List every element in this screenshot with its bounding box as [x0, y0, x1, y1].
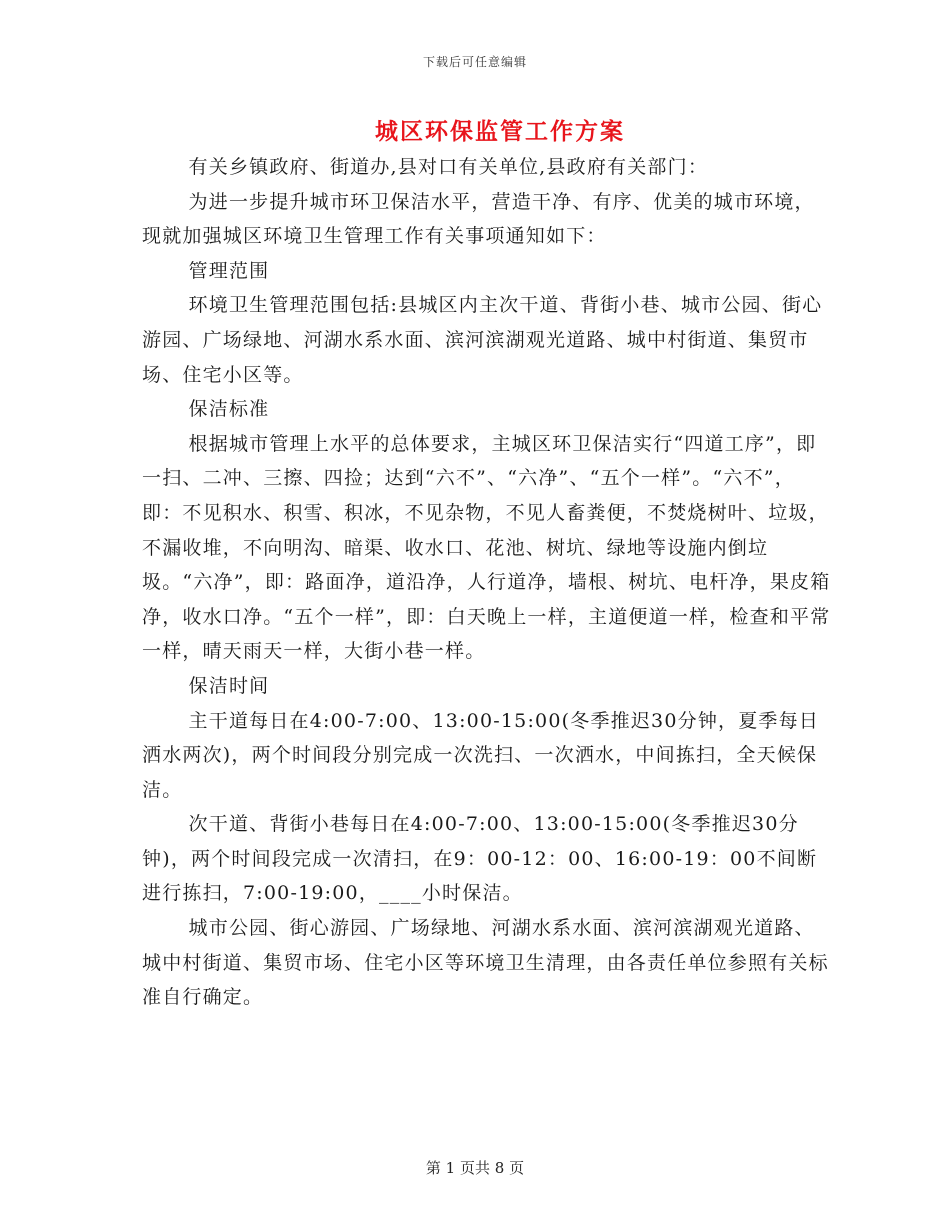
page-number: 第 1 页共 8 页: [425, 1159, 525, 1177]
main-road-time-paragraph: 主干道每日在4:00-7:00、13:00-15:00(冬季推迟30分钟，夏季每日洒水两次)，两个时间段分别完成一次洗扫、一次洒水，中间拣扫，全天候保洁。: [142, 709, 820, 801]
standard-paragraph: 根据城市管理上水平的总体要求，主城区环卫保洁实行“四道工序”，即一扫、二冲、三擦、四捡；达到“六不”、“六净”、“五个一样”。“六不”，即：不见积水、积雪、积冰，不见杂物，不见人畜粪便，不焚烧树叶、垃圾，不漏收堆，不向明沟、暗渠、收水口、花池、树坑、绿地等设施内倒垃圾。“六净”，即：路面净，道沿净，人行道净，墙根、树坑、电杆净，果皮箱净，收水口净。“五个一样”，即：白天晚上一样，主道便道一样，检查和平常一样，晴天雨天一样，大街小巷一样。: [142, 432, 831, 663]
secondary-road-time-paragraph: 次干道、背街小巷每日在4:00-7:00、13:00-15:00(冬季推迟30分钟)，两个时间段完成一次清扫，在9：00-12：00、16:00-19：00不间断进行拣扫，7:00-19:00，____小时保洁。: [142, 813, 818, 905]
page-header-note: 下载后可任意编辑: [422, 55, 527, 69]
document-title: 城区环保监管工作方案: [375, 118, 625, 145]
section-heading-time: 保洁时间: [188, 674, 270, 697]
section-heading-scope: 管理范围: [188, 259, 270, 282]
document-body: [142, 150, 832, 1015]
other-areas-paragraph: 城市公园、街心游园、广场绿地、河湖水系水面、滨河滨湖观光道路、城中村街道、集贸市场、住宅小区等环境卫生清理，由各责任单位参照有关标准自行确定。: [142, 917, 829, 1009]
section-heading-standard: 保洁标准: [188, 398, 270, 421]
intro-paragraph: 为进一步提升城市环卫保洁水平，营造干净、有序、优美的城市环境，现就加强城区环境卫生管理工作有关事项通知如下：: [142, 190, 815, 248]
salutation-paragraph: 有关乡镇政府、街道办,县对口有关单位,县政府有关部门：: [188, 156, 709, 178]
scope-paragraph: 环境卫生管理范围包括:县城区内主次干道、背街小巷、城市公园、街心游园、广场绿地、河湖水系水面、滨河滨湖观光道路、城中村街道、集贸市场、住宅小区等。: [142, 294, 823, 386]
